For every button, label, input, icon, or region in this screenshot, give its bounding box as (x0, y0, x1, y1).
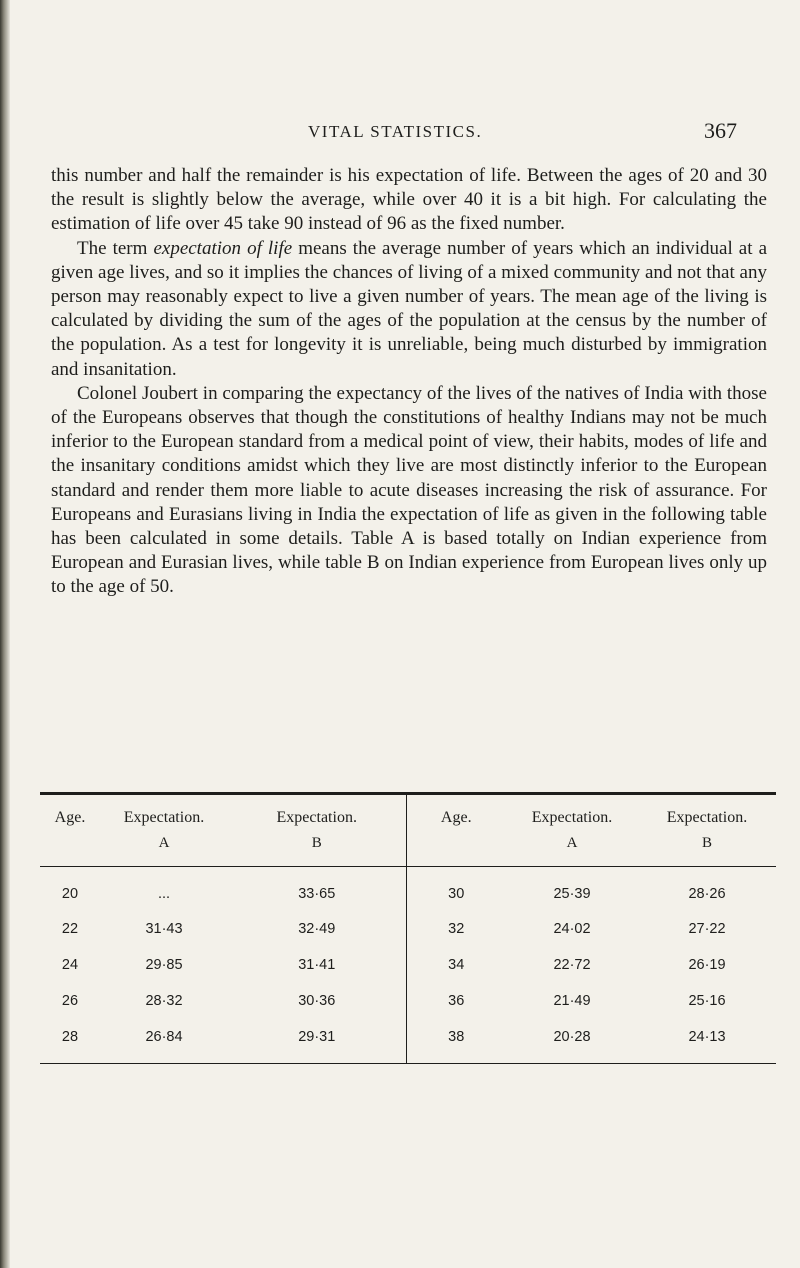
header-expectation-a: Expectation. (100, 794, 228, 828)
table-row (40, 947, 776, 983)
subheader-b: B (228, 827, 406, 867)
running-title: VITAL STATISTICS. (308, 122, 483, 141)
cell-age: 20 (61, 886, 79, 902)
header-age: Age. (40, 794, 100, 828)
subheader-a-2: A (506, 827, 638, 867)
header-expectation-b: Expectation. (228, 794, 406, 828)
cell-expectation-a-2: 21·49 (553, 993, 591, 1009)
book-binding-edge (0, 0, 10, 1268)
cell-age-2: 38 (406, 1019, 506, 1064)
header-expectation-b-2: Expectation. (638, 794, 776, 828)
body-text (51, 164, 767, 600)
paragraph-2-start: The term (77, 237, 154, 259)
paragraph-3: Colonel Joubert in comparing the expectancy of the lives of the natives of India with those of the Europeans observes that though the constitutions of healthy Indians may not be much inferior to the European standard from a medical point of view, their habits, modes of life and the insanitary conditions amidst which they live are most distinctly inferior to the European standard and render them more liable to acute diseases increasing the risk of assurance. For Europeans and Eurasians living in India the expectation of life as given in the following table has been calculated in some details. Table A is based totally on Indian experience from European and Eurasian lives, while table B on Indian experience from European lives only up to the age of 50. (51, 382, 767, 598)
cell-expectation-a: 31·43 (145, 921, 183, 937)
cell-expectation-b: 33·65 (298, 886, 336, 902)
cell-expectation-a-2: 22·72 (553, 957, 591, 973)
cell-age-2: 30 (406, 867, 506, 912)
table-row (40, 1019, 776, 1064)
paragraph-2 (51, 237, 767, 382)
cell-expectation-b-2: 27·22 (688, 921, 726, 937)
cell-age: 24 (61, 957, 79, 973)
cell-age: 22 (61, 921, 79, 937)
cell-expectation-b-2: 25·16 (688, 993, 726, 1009)
cell-expectation-a-2: 24·02 (553, 921, 591, 937)
cell-age-2: 36 (406, 983, 506, 1019)
subheader-b-2: B (638, 827, 776, 867)
cell-expectation-a-2: 20·28 (506, 1019, 638, 1064)
cell-expectation-b: 29·31 (228, 1019, 406, 1064)
table-row (40, 911, 776, 947)
page-header (0, 118, 800, 148)
expectation-of-life-table (40, 792, 776, 1064)
cell-expectation-a: ... (157, 886, 171, 902)
subheader-a: A (100, 827, 228, 867)
header-age-2: Age. (406, 794, 506, 828)
cell-expectation-b: 31·41 (298, 957, 336, 973)
cell-age: 26 (61, 993, 79, 1009)
cell-age-2: 32 (406, 911, 506, 947)
cell-age-2: 34 (406, 947, 506, 983)
cell-expectation-a-2: 25·39 (553, 886, 591, 902)
cell-expectation-a: 26·84 (100, 1019, 228, 1064)
table-row (40, 983, 776, 1019)
table-subheader-row (40, 827, 776, 867)
table-row (40, 867, 776, 912)
page-number: 367 (704, 118, 737, 143)
cell-expectation-a: 28·32 (145, 993, 183, 1009)
cell-expectation-b-2: 24·13 (638, 1019, 776, 1064)
table-header-row (40, 794, 776, 828)
cell-age: 28 (40, 1019, 100, 1064)
cell-expectation-b-2: 28·26 (688, 886, 726, 902)
paragraph-2-rest: means the average number of years which an individual at a given age lives, and so it implies the chances of living of a mixed community and not that any person may reasonably expect to live a given number of years. The mean age of the living is calculated by dividing the sum of the ages of the population at the census by the number of the population. As a test for longevity it is unreliable, being much disturbed by immigration and insanitation. (51, 237, 767, 380)
cell-expectation-b: 30·36 (298, 993, 336, 1009)
cell-expectation-a: 29·85 (145, 957, 183, 973)
cell-expectation-b-2: 26·19 (688, 957, 726, 973)
cell-expectation-b: 32·49 (298, 921, 336, 937)
emphasized-term: expectation of life (153, 237, 293, 259)
paragraph-1: this number and half the remainder is his expectation of life. Between the ages of 20 and 30 the result is slightly below the average, while over 40 it is a bit high. For calculating the estimation of life over 45 take 90 instead of 96 as the fixed number. (51, 165, 767, 235)
header-expectation-a-2: Expectation. (506, 794, 638, 828)
